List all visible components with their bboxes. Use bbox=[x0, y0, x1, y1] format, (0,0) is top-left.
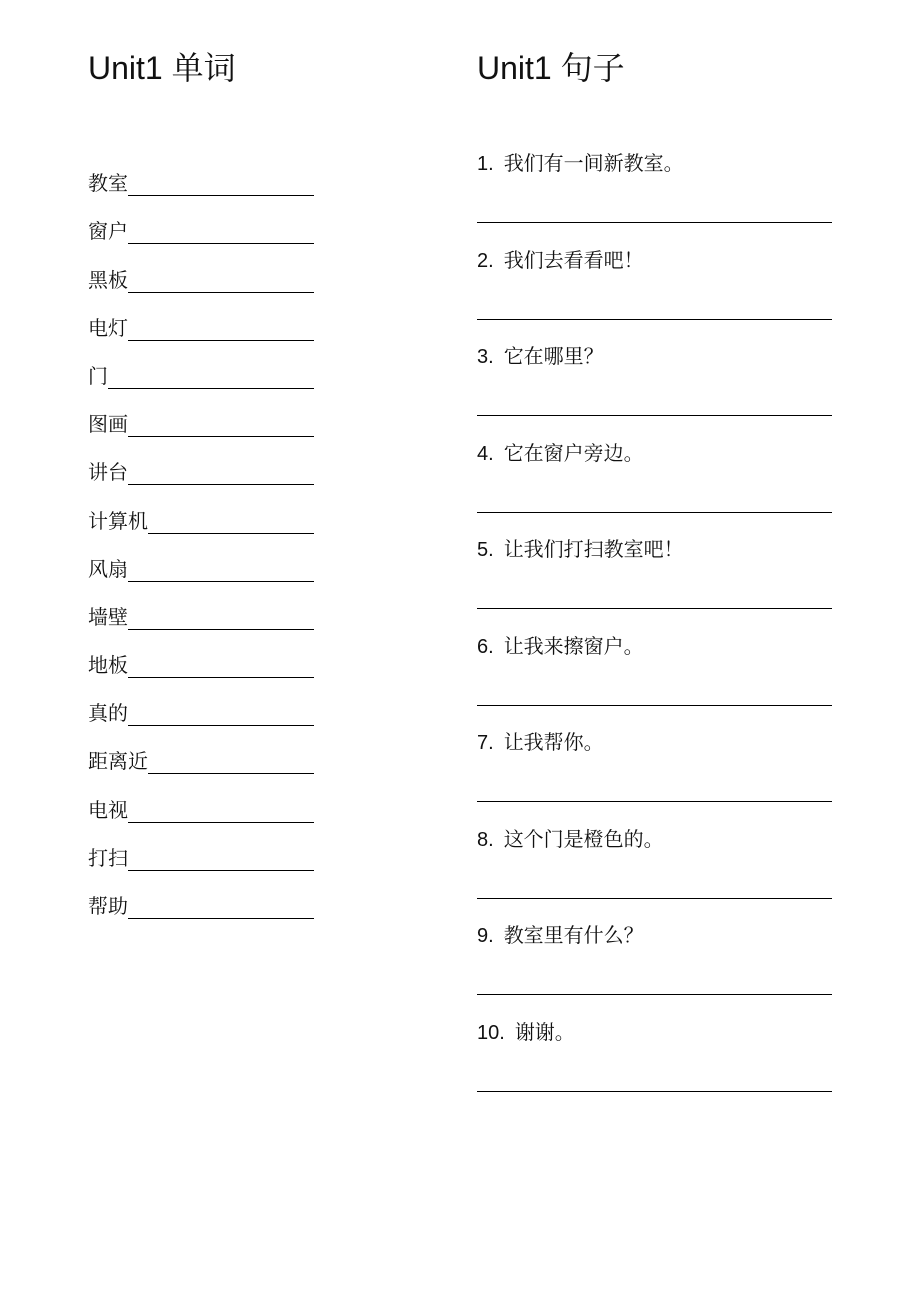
answer-blank[interactable] bbox=[128, 703, 314, 726]
sentence-item bbox=[477, 729, 832, 826]
answer-line[interactable] bbox=[477, 222, 832, 223]
answer-line[interactable] bbox=[477, 705, 832, 706]
vocabulary-item bbox=[88, 584, 314, 632]
sentence-item bbox=[477, 826, 832, 923]
vocabulary-word: 距离近 bbox=[88, 751, 148, 774]
answer-blank[interactable] bbox=[128, 607, 314, 630]
vocabulary-item bbox=[88, 680, 314, 728]
answer-blank[interactable] bbox=[128, 270, 314, 293]
sentence-item bbox=[477, 922, 832, 1019]
vocabulary-item bbox=[88, 728, 314, 776]
answer-blank[interactable] bbox=[128, 559, 314, 582]
sentence-number: 3. bbox=[477, 346, 494, 368]
answer-line[interactable] bbox=[477, 898, 832, 899]
answer-line[interactable] bbox=[477, 1091, 832, 1092]
vocabulary-item bbox=[88, 198, 314, 246]
answer-line[interactable] bbox=[477, 608, 832, 609]
vocabulary-item bbox=[88, 776, 314, 824]
answer-line[interactable] bbox=[477, 415, 832, 416]
answer-blank[interactable] bbox=[108, 366, 314, 389]
sentence-text: 它在哪里？ bbox=[503, 346, 604, 368]
vocabulary-item bbox=[88, 295, 314, 343]
vocabulary-item bbox=[88, 873, 314, 921]
answer-blank[interactable] bbox=[128, 462, 314, 485]
vocabulary-word: 电视 bbox=[88, 799, 128, 822]
sentence-text: 谢谢。 bbox=[514, 1021, 575, 1044]
vocabulary-title: Unit1 单词 bbox=[88, 50, 236, 86]
vocabulary-word: 门 bbox=[88, 365, 108, 388]
sentence-item bbox=[477, 343, 832, 440]
sentence-number: 1. bbox=[477, 153, 494, 175]
answer-blank[interactable] bbox=[148, 751, 314, 774]
vocabulary-item bbox=[88, 439, 314, 487]
vocabulary-item bbox=[88, 632, 314, 680]
vocabulary-word: 黑板 bbox=[88, 269, 128, 292]
answer-blank[interactable] bbox=[128, 848, 314, 871]
vocabulary-item bbox=[88, 246, 314, 294]
sentence-text: 让我来擦窗户。 bbox=[503, 635, 644, 658]
vocabulary-item bbox=[88, 343, 314, 391]
vocabulary-word: 打扫 bbox=[88, 847, 128, 870]
answer-blank[interactable] bbox=[128, 173, 314, 196]
vocabulary-word: 地板 bbox=[88, 655, 128, 678]
sentence-number: 2. bbox=[477, 249, 494, 272]
sentence-text: 让我帮你。 bbox=[503, 732, 604, 754]
vocabulary-list bbox=[88, 150, 314, 921]
answer-line[interactable] bbox=[477, 512, 832, 513]
sentences-title: Unit1 句子 bbox=[477, 50, 625, 86]
sentence-item bbox=[477, 633, 832, 730]
sentence-item bbox=[477, 247, 832, 344]
sentence-text: 让我们打扫教室吧！ bbox=[503, 539, 684, 561]
vocabulary-item bbox=[88, 536, 314, 584]
vocabulary-item bbox=[88, 825, 314, 873]
sentence-item bbox=[477, 1019, 832, 1116]
sentence-text: 这个门是橙色的。 bbox=[503, 828, 664, 851]
vocabulary-word: 墙壁 bbox=[88, 606, 128, 629]
sentence-number: 7. bbox=[477, 732, 494, 754]
vocabulary-item bbox=[88, 487, 314, 535]
answer-blank[interactable] bbox=[128, 221, 314, 244]
vocabulary-word: 讲台 bbox=[88, 462, 128, 485]
answer-blank[interactable] bbox=[128, 655, 314, 678]
vocabulary-word: 计算机 bbox=[88, 510, 148, 533]
vocabulary-word: 风扇 bbox=[88, 558, 128, 581]
answer-blank[interactable] bbox=[128, 896, 314, 919]
vocabulary-item bbox=[88, 150, 314, 198]
answer-line[interactable] bbox=[477, 319, 832, 320]
vocabulary-word: 帮助 bbox=[88, 896, 128, 918]
sentence-list bbox=[477, 150, 832, 1115]
sentence-number: 9. bbox=[477, 925, 494, 947]
vocabulary-word: 电灯 bbox=[88, 317, 128, 340]
answer-blank[interactable] bbox=[128, 318, 314, 341]
sentence-text: 它在窗户旁边。 bbox=[503, 442, 644, 465]
vocabulary-word: 教室 bbox=[88, 173, 128, 196]
vocabulary-word: 窗户 bbox=[88, 221, 128, 244]
answer-line[interactable] bbox=[477, 994, 832, 995]
vocabulary-word: 真的 bbox=[88, 703, 128, 726]
vocabulary-item bbox=[88, 391, 314, 439]
sentence-text: 教室里有什么？ bbox=[503, 925, 644, 947]
sentence-number: 10. bbox=[477, 1021, 505, 1044]
sentence-item bbox=[477, 536, 832, 633]
answer-blank[interactable] bbox=[128, 800, 314, 823]
sentence-number: 8. bbox=[477, 828, 494, 851]
sentence-text: 我们去看看吧！ bbox=[503, 249, 644, 272]
sentence-number: 4. bbox=[477, 442, 494, 465]
answer-blank[interactable] bbox=[128, 414, 314, 437]
vocabulary-word: 图画 bbox=[88, 414, 128, 437]
sentence-text: 我们有一间新教室。 bbox=[503, 153, 684, 175]
answer-blank[interactable] bbox=[148, 511, 314, 534]
sentence-item bbox=[477, 150, 832, 247]
sentence-number: 5. bbox=[477, 539, 494, 561]
sentence-item bbox=[477, 440, 832, 537]
answer-line[interactable] bbox=[477, 801, 832, 802]
sentence-number: 6. bbox=[477, 635, 494, 658]
